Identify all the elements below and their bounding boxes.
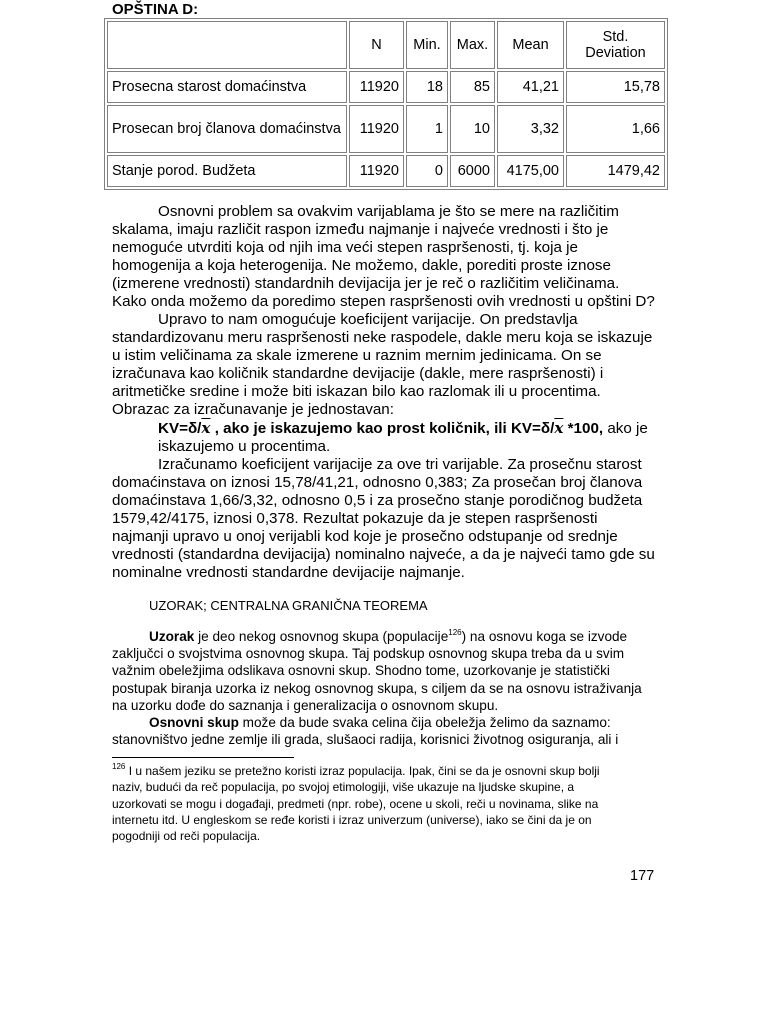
table-header-cell — [107, 21, 347, 69]
table-cell: 11920 — [349, 71, 404, 103]
footnote-body: I u našem jeziku se pretežno koristi izraz populacija. Ipak, čini se da je osnovni skup bolji naziv, budući da reč populacija, po svojoj etimologiji, više ukazuje na ljudske skupine, a uzorkovati se mogu i događaji, predmeti (npr. robe), ocene u skoli, reči u novinama, slike na internetu itd. U engleskom se ređe koristi i izraz univerzum (universe), iako se čini da je on pogodniji od reči populacija. — [112, 764, 600, 844]
x-bar-symbol: $\overline{x}$ — [201, 419, 211, 437]
page-number: 177 — [630, 868, 655, 884]
formula-kv: KV=δ/ — [510, 420, 555, 437]
table-header-cell: Min. — [406, 21, 448, 69]
formula-kv: KV=δ/ — [158, 420, 202, 437]
table-cell: Prosecan broj članova domaćinstva — [107, 105, 347, 153]
table-row — [107, 155, 665, 187]
paragraph: Upravo to nam omogućuje koeficijent varijacije. On predstavlja standardizovanu meru raspršenosti neke raspodele, dakle meru koja se iskazuje u istim veličinama za skale izmerene u raznim mernim jedinicama. On se izračunava kao količnik standardne devijacije (dakle, mere raspršenosti) i aritmetičke sredine i može biti iskazan bilo kao razlomak ili u procentima. Obrazac za izračunavanje je jednostavan: — [112, 311, 653, 418]
body-text — [112, 203, 658, 582]
table-cell: 85 — [450, 71, 495, 103]
table-cell: 18 — [406, 71, 448, 103]
footnote-text — [112, 763, 632, 844]
paragraph: Izračunamo koeficijent varijacije za ove tri varijable. Za prosečnu starost domaćinstava on iznosi 15,78/41,21, odnosno 0,383; Za prosečan broj članova domaćinstava 1,66/3,32, odnosno 0,5 i za prosečno stanje porodičnog budžeta 1579,42/4175, iznosi 0,378. Rezultat pokazuje da je stepen raspršenosti najmanji upravo u onoj verijabli kod koje je prosečno odstupanje od srednje vrednosti (standardna devijacija) nominalno najveće, a da je najveći tamo gde su nominalne vrednosti standardne devijacije najmanje. — [112, 456, 655, 581]
table-cell: 41,21 — [497, 71, 564, 103]
table-cell: 1 — [406, 105, 448, 153]
paragraph — [112, 628, 658, 714]
table-header-cell: N — [349, 21, 404, 69]
subsection-heading: UZORAK; CENTRALNA GRANIČNA TEOREMA — [149, 598, 428, 613]
formula-text: ako je iskazujemo u procentima. — [158, 420, 648, 455]
table-cell: Prosecna starost domaćinstva — [107, 71, 347, 103]
table-cell: Stanje porod. Budžeta — [107, 155, 347, 187]
term-uzorak: Uzorak — [149, 629, 195, 644]
table-cell: 4175,00 — [497, 155, 564, 187]
table-row — [107, 71, 665, 103]
table-cell: 1,66 — [566, 105, 665, 153]
section-heading: OPŠTINA D: — [112, 1, 199, 18]
paragraph — [112, 714, 658, 748]
paragraph: Osnovni problem sa ovakvim varijablama je što se mere na različitim skalama, imaju različit raspon između najmanje i najveće vrednosti i što je nemoguće utvrditi koja od njih ima veći stepen raspršenosti, tj. koja je homogenija a koja heterogenija. Ne možemo, dakle, porediti proste iznose (izmerene vrednosti) standardnih devijacija jer je reč o različitim veličinama. Kako onda možemo da poredimo stepen raspršenosti ovih vrednosti u opštini D? — [112, 203, 655, 310]
table-cell: 11920 — [349, 155, 404, 187]
term-osnovni-skup: Osnovni skup — [149, 715, 239, 731]
paragraph-text: ) na osnovu koga se izvode zaključci o svojstvima osnovnog skupa. Taj podskup osnovnog skupa treba da u svim važnim obeležjima odslikava osnovni skup. Shodno tome, uzorkovanje je statistički postupak biranja uzorka iz nekog osnovnog skupa, s ciljem da se na osnovu istraživanja na uzorku dođe do saznanja i generalizacija o osnovnom skupu. — [112, 629, 642, 713]
table-header-cell: Mean — [497, 21, 564, 69]
formula-text: , ako je iskazujemo kao prost količnik, ili — [210, 420, 511, 437]
table-cell: 0 — [406, 155, 448, 187]
formula-multiplier: *100, — [563, 420, 604, 437]
table-cell: 10 — [450, 105, 495, 153]
footnote-divider — [112, 757, 294, 758]
footnote-mark: 126 — [112, 762, 126, 771]
table-cell: 6000 — [450, 155, 495, 187]
table-header-row — [107, 21, 665, 69]
x-bar-symbol: $\overline{x}$ — [554, 419, 564, 437]
section-text — [112, 628, 658, 748]
table-cell: 1479,42 — [566, 155, 665, 187]
formula-paragraph — [112, 419, 658, 456]
table-row — [107, 105, 665, 153]
footnote-reference[interactable]: 126 — [448, 628, 462, 637]
table-cell: 3,32 — [497, 105, 564, 153]
descriptive-statistics-table — [104, 18, 668, 190]
footnote — [112, 763, 632, 844]
table-header-cell: Max. — [450, 21, 495, 69]
table-header-cell: Std. Deviation — [566, 21, 665, 69]
paragraph-text: je deo nekog osnovnog skupa (populacije — [194, 629, 449, 644]
table-cell: 11920 — [349, 105, 404, 153]
table-cell: 15,78 — [566, 71, 665, 103]
paragraph-text: može da bude svaka celina čija obeležja želimo da saznamo: stanovništvo jedne zemlje ili grada, slušaoci radija, korisnici životnog osiguranja, ali i — [112, 715, 619, 748]
